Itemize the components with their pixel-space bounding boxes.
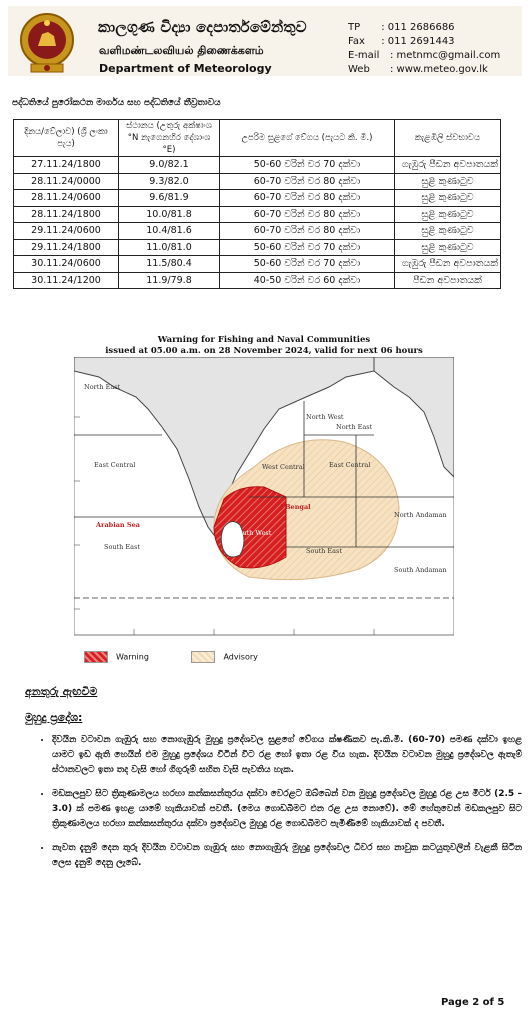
cell-datetime: 28.11.24/0000 (14, 173, 119, 190)
table-row (14, 206, 501, 223)
cell-position: 11.0/81.0 (119, 239, 220, 256)
cell-intensity: සුළි කුණාටුව (395, 206, 501, 223)
page-number: Page 2 of 5 (441, 997, 505, 1008)
list-item: • නැවත දැනුම් දෙන තුරු දිවයින වටාවන ගැඹුරු සහ නොගැඹුරු මුහුදු ප්‍රදේශවල ධීවර සහ නාවුක කටයුතුවලින් වැළකී සිටින ලෙස දැනුම් දෙනු ලැබේ. (52, 841, 522, 871)
department-title-english: Department of Meteorology (99, 62, 272, 75)
cell-wind: 40-50 වරින් වර 60 දක්වා (220, 272, 395, 289)
contact-fax: Fax : 011 2691443 (348, 36, 455, 47)
legend-warning-label: Warning (116, 652, 149, 662)
table-row (14, 173, 501, 190)
cell-position: 9.6/81.9 (119, 190, 220, 207)
section-heading-warning: අනතුරු ඇඟවීම (25, 685, 98, 698)
cell-intensity: පීඩන අවපාතයක් (395, 272, 501, 289)
cell-wind: 50-60 වරින් වර 70 දක්වා (220, 256, 395, 273)
table-row (14, 190, 501, 207)
cell-position: 10.0/81.8 (119, 206, 220, 223)
cell-intensity: සුළි කුණාටුව (395, 190, 501, 207)
label-north-andaman: North Andaman (394, 511, 447, 519)
cell-datetime: 28.11.24/0600 (14, 190, 119, 207)
label-west-central: West Central (262, 463, 305, 471)
label-east-central-left: East Central (94, 461, 136, 469)
advisory-swatch (191, 651, 215, 663)
header-position: ස්ථානය (උතුරු අක්ෂාංශ °N නැගෙනහිර දේශාංශ °E) (119, 120, 220, 157)
cell-wind: 60-70 වරින් වර 80 දක්වා (220, 223, 395, 240)
letterhead (8, 6, 522, 76)
cell-datetime: 30.11.24/1200 (14, 272, 119, 289)
cell-intensity: සුළි කුණාටුව (395, 239, 501, 256)
cell-datetime: 27.11.24/1800 (14, 157, 119, 174)
section-heading-sea-area: මුහුදු ප්‍රදේශ: (25, 711, 83, 724)
label-south-andaman: South Andaman (394, 566, 447, 574)
cell-datetime: 29.11.24/1800 (14, 239, 119, 256)
warning-swatch (84, 651, 108, 663)
label-east-central: East Central (329, 461, 371, 469)
table-row (14, 157, 501, 174)
cell-intensity: ගැඹුරු පීඩන අවපාතයක් (395, 157, 501, 174)
cell-intensity: සුළි කුණාටුව (395, 223, 501, 240)
label-north-east-west: North East (84, 383, 121, 391)
cell-intensity: ගැඹුරු පීඩන අවපාතයක් (395, 256, 501, 273)
cell-wind: 60-70 වරින් වර 80 දක්වා (220, 190, 395, 207)
cell-wind: 50-60 වරින් වර 70 දක්වා (220, 157, 395, 174)
section-title: පද්ධතියේ පුරෝකථන මාර්ගය සහ පද්ධතියේ තීව්‍රතාවය (12, 98, 221, 108)
label-arabian-sea: Arabian Sea (96, 521, 140, 529)
contact-tp: TP : 011 2686686 (348, 22, 455, 33)
legend-advisory-label: Advisory (223, 652, 258, 662)
map-title-line1: Warning for Fishing and Naval Communities (157, 335, 371, 345)
label-bay-of-bengal: f Bengal (280, 503, 311, 511)
contact-web[interactable]: Web : www.meteo.gov.lk (348, 64, 488, 75)
forecast-table (13, 119, 501, 289)
header-datetime: දිනය/වේලාව) (ශ්‍රී ලංකා පැය) (14, 120, 119, 157)
list-item: • මඩකලපුව සිට ත්‍රිකුණාමලය හරහා කන්කසන්තුරය දක්වා වෙරළට ඔබ්බෙන් වන මුහුදු ප්‍රදේශවල මුහුදු රළ උස මීටර් (2.5 – 3.0) ක් පමණ ඉහළ යාමේ හැකියාවක් පවතී. (මෙය ගොඩබිමට එන රළ උස නොවේ). මේ හේතුවෙන් මඩකලපුව සිට ත්‍රිකුණාමලය හරහා කන්කසන්තුරය දක්වා ප්‍රදේශවල මුහුදු රළ ගොඩබිමට පැමිණීමේ හැකියාවක් ද පවතී. (52, 787, 522, 832)
map-title (74, 335, 454, 357)
warning-map (74, 335, 454, 671)
table-row (14, 239, 501, 256)
table-row (14, 223, 501, 240)
sri-lanka-emblem-icon (18, 10, 76, 76)
table-header-row (14, 120, 501, 157)
map-canvas (74, 357, 454, 647)
cell-position: 11.5/80.4 (119, 256, 220, 273)
cell-position: 9.0/82.1 (119, 157, 220, 174)
cell-position: 11.9/79.8 (119, 272, 220, 289)
department-title-tamil: வளிமண்டலவியல் திணைக்களம் (99, 44, 264, 57)
list-item: • දිවයින වටාවන ගැඹුරු සහ නොගැඹුරු මුහුදු ප්‍රදේශවල සුළගේ වේගය ක්ෂණිකව පැ.කි.මී. (60-70) පමණ දක්වා ඉහළ යාමට ඉඩ ඇති හෙයින් එම මුහුදු ප්‍රදේශය විටින් විට රළ හෝ ඉතා රළ විය හැක. දිවයින වටාවන මුහුදු ප්‍රදේශවල ඇතැම් ස්ථානවලට ඉතා තද වැසි හෝ ගිගුරුම් සහිත වැසි පැවතිය හැක. (52, 733, 522, 778)
label-south-east: South East (306, 547, 342, 555)
cell-datetime: 28.11.24/1800 (14, 206, 119, 223)
warning-notes (34, 733, 522, 880)
contact-block (348, 21, 500, 77)
cell-datetime: 30.11.24/0600 (14, 256, 119, 273)
map-title-line2: issued at 05.00 a.m. on 28 November 2024, valid for next 06 hours (105, 346, 423, 356)
cell-position: 9.3/82.0 (119, 173, 220, 190)
table-row (14, 272, 501, 289)
cell-wind: 50-60 වරින් වර 70 දක්වා (220, 239, 395, 256)
cell-datetime: 29.11.24/0600 (14, 223, 119, 240)
header-wind-speed: උපරිම සුළගේ වේගය (පැයට කි. මී.) (220, 120, 395, 157)
map-legend (84, 651, 258, 663)
table-row (14, 256, 501, 273)
cell-intensity: සුළි කුණාටුව (395, 173, 501, 190)
label-south-west: South West (234, 529, 272, 537)
department-title-sinhala: කාලගුණ විද්‍යා දෙපාර්තමේන්තුව (98, 18, 307, 36)
header-intensity: කැළඹිලි ස්වභාවය (395, 120, 501, 157)
label-north-east: North East (336, 423, 373, 431)
cell-wind: 60-70 වරින් වර 80 දක්වා (220, 173, 395, 190)
label-north-west: North West (306, 413, 344, 421)
cell-position: 10.4/81.6 (119, 223, 220, 240)
cell-wind: 60-70 වරින් වර 80 දක්වා (220, 206, 395, 223)
label-south-east-left: South East (104, 543, 140, 551)
contact-email[interactable]: E-mail : metnmc@gmail.com (348, 50, 501, 61)
sri-lanka-landmass (221, 521, 244, 557)
